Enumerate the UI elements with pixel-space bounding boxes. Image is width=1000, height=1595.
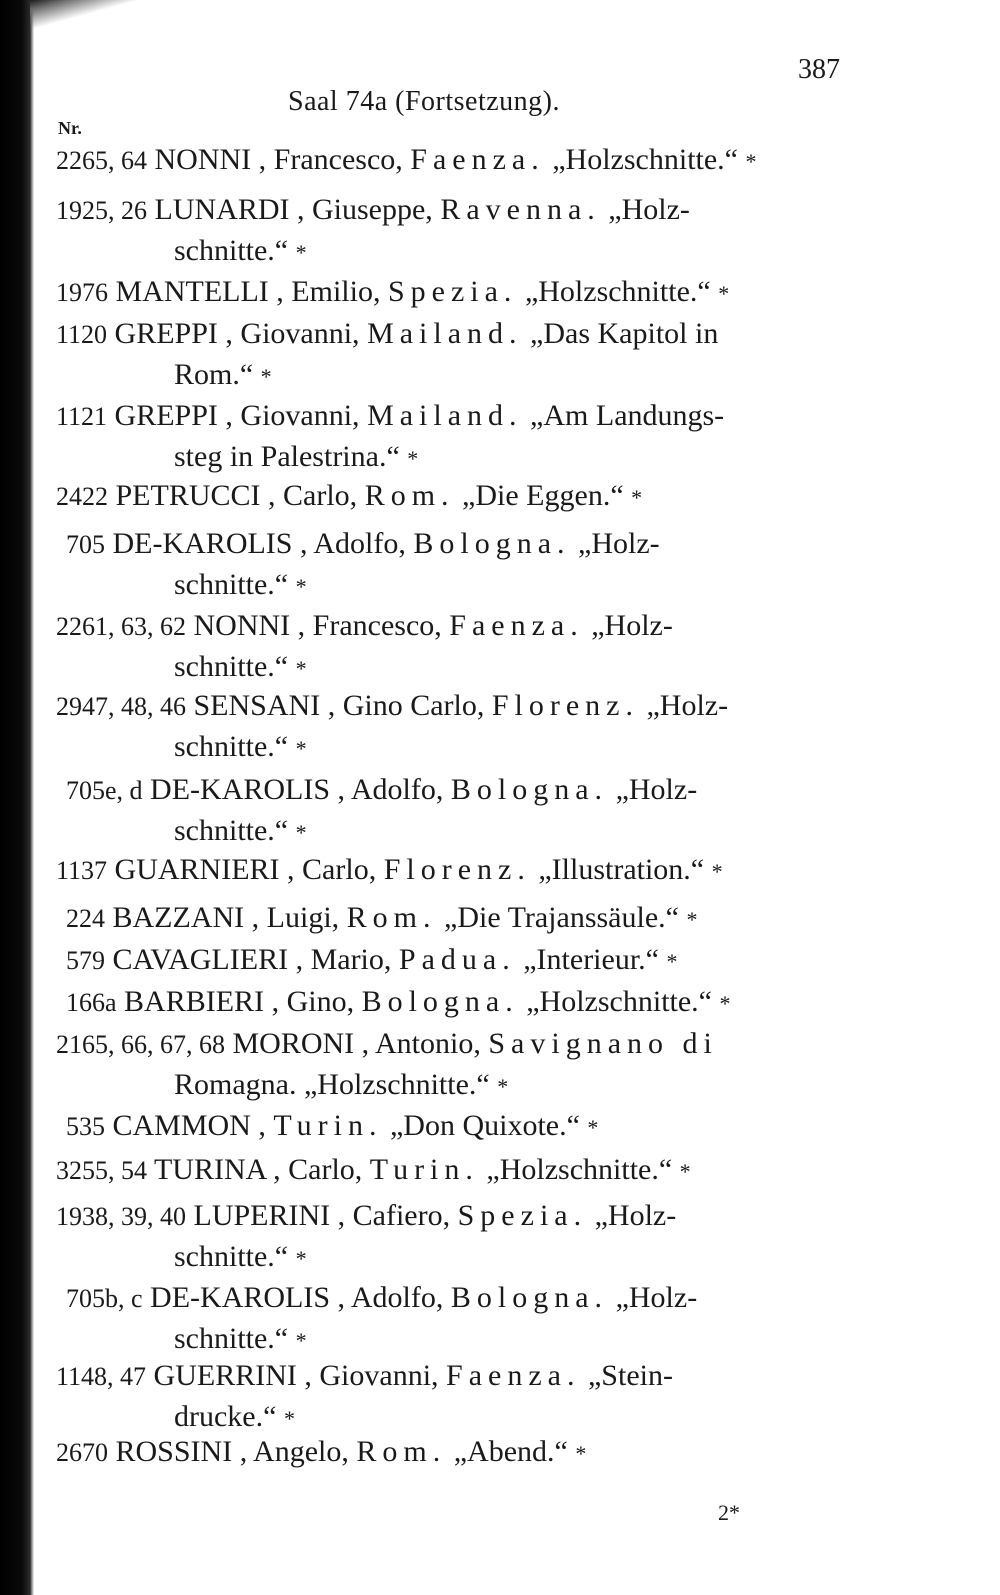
artist-city: Spezia. bbox=[387, 275, 518, 308]
work-title: „Holz- bbox=[578, 527, 660, 560]
work-title: „Holz- bbox=[615, 773, 698, 806]
artist-surname: MANTELLI bbox=[115, 275, 269, 308]
artist-surname: MORONI bbox=[232, 1027, 355, 1060]
work-title: „Holz- bbox=[646, 689, 729, 722]
entry-continuation bbox=[0, 355, 1000, 397]
entry-number: 2261, 63, 62 bbox=[56, 612, 186, 641]
artist-surname: GUERRINI bbox=[153, 1359, 297, 1392]
asterisk-mark: * bbox=[295, 1246, 307, 1271]
running-head: Saal 74a (Fortsetzung). bbox=[288, 86, 560, 117]
artist-first-name: , Mario, bbox=[295, 943, 392, 976]
entry-number: 2165, 66, 67, 68 bbox=[56, 1030, 225, 1059]
catalog-entry bbox=[0, 1278, 1000, 1361]
artist-city: Bologna. bbox=[361, 985, 519, 1018]
entry-continuation bbox=[0, 565, 1000, 607]
entry-number: 166a bbox=[66, 988, 117, 1017]
entry-number: 1148, 47 bbox=[56, 1362, 147, 1391]
catalog-entry bbox=[0, 770, 1000, 853]
artist-first-name: , Carlo, bbox=[273, 1153, 363, 1186]
artist-surname: PETRUCCI bbox=[115, 479, 261, 512]
asterisk-mark: * bbox=[745, 149, 757, 174]
artist-surname: SENSANI bbox=[193, 689, 321, 722]
artist-first-name: , Emilio, bbox=[276, 275, 381, 308]
artist-first-name: , Adolfo, bbox=[337, 773, 444, 806]
entry-number: 535 bbox=[66, 1112, 105, 1141]
entry-number: 1121 bbox=[56, 402, 108, 431]
entry-number: 579 bbox=[66, 946, 105, 975]
asterisk-mark: * bbox=[718, 281, 730, 306]
entry-first-line bbox=[0, 940, 1000, 982]
continuation-text: Romagna. „Holzschnitte.“ bbox=[174, 1068, 490, 1101]
entry-number: 705 bbox=[66, 530, 105, 559]
asterisk-mark: * bbox=[631, 485, 643, 510]
catalog-entry bbox=[0, 1150, 1000, 1192]
asterisk-mark: * bbox=[587, 1115, 599, 1140]
work-title: „Don Quixote.“ bbox=[389, 1109, 580, 1142]
asterisk-mark: * bbox=[295, 1328, 307, 1353]
catalog-entry bbox=[0, 190, 1000, 273]
artist-first-name: , Antonio, bbox=[361, 1027, 481, 1060]
asterisk-mark: * bbox=[679, 1159, 691, 1184]
page-number: 387 bbox=[798, 54, 840, 85]
artist-first-name: , Giuseppe, bbox=[297, 193, 433, 226]
artist-surname: BARBIERI bbox=[124, 985, 265, 1018]
entry-continuation bbox=[0, 811, 1000, 853]
continuation-text: schnitte.“ bbox=[174, 1240, 289, 1273]
continuation-text: schnitte.“ bbox=[174, 1322, 289, 1355]
catalog-entry bbox=[0, 686, 1000, 769]
catalog-entry bbox=[0, 1024, 1000, 1107]
artist-city: Bologna. bbox=[450, 773, 609, 806]
entry-continuation bbox=[0, 1237, 1000, 1279]
entry-number: 1120 bbox=[56, 320, 108, 349]
asterisk-mark: * bbox=[295, 656, 307, 681]
asterisk-mark: * bbox=[260, 364, 272, 389]
work-title: „Holzschnitte.“ bbox=[552, 143, 738, 176]
artist-first-name: , Carlo, bbox=[287, 853, 377, 886]
entry-first-line bbox=[0, 1432, 1000, 1474]
entry-continuation bbox=[0, 1319, 1000, 1361]
asterisk-mark: * bbox=[283, 1406, 295, 1431]
entry-number: 2947, 48, 46 bbox=[56, 692, 186, 721]
continuation-text: schnitte.“ bbox=[174, 568, 289, 601]
artist-city: Faenza. bbox=[446, 1359, 581, 1392]
artist-city: Spezia. bbox=[457, 1199, 588, 1232]
artist-city: Mailand. bbox=[367, 399, 523, 432]
entry-number: 705e, d bbox=[66, 776, 143, 805]
work-title: „Holzschnitte.“ bbox=[524, 275, 711, 308]
artist-first-name: , Carlo, bbox=[268, 479, 358, 512]
artist-city: Rom. bbox=[346, 901, 437, 934]
catalog-entry bbox=[0, 898, 1000, 940]
artist-first-name: , Cafiero, bbox=[337, 1199, 451, 1232]
entry-first-line bbox=[0, 898, 1000, 940]
artist-first-name: , Luigi, bbox=[251, 901, 340, 934]
work-title: „Holz- bbox=[615, 1281, 698, 1314]
artist-surname: ROSSINI bbox=[115, 1435, 233, 1468]
artist-first-name: , Gino Carlo, bbox=[327, 689, 485, 722]
entry-first-line bbox=[0, 1106, 1000, 1148]
entry-first-line bbox=[0, 770, 1000, 811]
entry-first-line bbox=[0, 606, 1000, 647]
artist-surname: DE-KAROLIS bbox=[150, 773, 331, 806]
entry-number: 224 bbox=[66, 904, 105, 933]
catalog-entry bbox=[0, 476, 1000, 518]
artist-first-name: , Francesco, bbox=[258, 143, 403, 176]
work-title: „Holz- bbox=[608, 193, 690, 226]
artist-surname: GUARNIERI bbox=[114, 853, 280, 886]
artist-first-name: , Giovanni, bbox=[304, 1359, 439, 1392]
entry-number: 1925, 26 bbox=[56, 196, 147, 225]
entry-first-line bbox=[0, 272, 1000, 314]
asterisk-mark: * bbox=[295, 574, 307, 599]
entry-number: 1137 bbox=[56, 856, 108, 885]
artist-city: Mailand. bbox=[367, 317, 523, 350]
artist-surname: LUNARDI bbox=[154, 193, 290, 226]
artist-city: Florenz. bbox=[491, 689, 639, 722]
entry-number: 705b, c bbox=[66, 1284, 143, 1313]
artist-city: Florenz. bbox=[383, 853, 531, 886]
catalog-entry bbox=[0, 140, 1000, 182]
catalog-entry bbox=[0, 982, 1000, 1024]
entry-first-line bbox=[0, 982, 1000, 1024]
work-title: „Abend.“ bbox=[453, 1435, 568, 1468]
artist-first-name: , Adolfo, bbox=[337, 1281, 444, 1314]
asterisk-mark: * bbox=[497, 1074, 509, 1099]
artist-surname: DE-KAROLIS bbox=[112, 527, 293, 560]
artist-city: Faenza. bbox=[410, 143, 545, 176]
continuation-text: schnitte.“ bbox=[174, 234, 289, 267]
catalog-entry bbox=[0, 606, 1000, 689]
catalog-entry bbox=[0, 1196, 1000, 1279]
continuation-text: drucke.“ bbox=[174, 1400, 277, 1433]
entry-continuation bbox=[0, 647, 1000, 689]
entry-first-line bbox=[0, 1196, 1000, 1237]
artist-first-name: , Gino, bbox=[271, 985, 355, 1018]
work-title: „Holzschnitte.“ bbox=[526, 985, 712, 1018]
artist-first-name: , Angelo, bbox=[239, 1435, 349, 1468]
entry-number: 2265, 64 bbox=[56, 146, 147, 175]
artist-surname: GREPPI bbox=[114, 317, 218, 350]
artist-surname: DE-KAROLIS bbox=[150, 1281, 331, 1314]
entry-number: 1976 bbox=[56, 278, 108, 307]
asterisk-mark: * bbox=[686, 907, 698, 932]
asterisk-mark: * bbox=[407, 446, 419, 471]
asterisk-mark: * bbox=[295, 736, 307, 761]
asterisk-mark: * bbox=[666, 949, 678, 974]
catalog-entry bbox=[0, 272, 1000, 314]
artist-city: Rom. bbox=[356, 1435, 447, 1468]
artist-city: Faenza. bbox=[449, 609, 584, 642]
artist-surname: BAZZANI bbox=[112, 901, 245, 934]
asterisk-mark: * bbox=[295, 820, 307, 845]
continuation-text: schnitte.“ bbox=[174, 730, 289, 763]
artist-surname: CAMMON bbox=[112, 1109, 251, 1142]
entry-continuation bbox=[0, 1065, 1000, 1107]
work-title: „Stein- bbox=[587, 1359, 673, 1392]
entry-first-line bbox=[0, 396, 1000, 437]
work-title: „Holzschnitte.“ bbox=[486, 1153, 673, 1186]
artist-first-name: , Giovanni, bbox=[225, 399, 360, 432]
asterisk-mark: * bbox=[719, 991, 731, 1016]
entry-first-line bbox=[0, 1356, 1000, 1397]
work-title: „Interieur.“ bbox=[523, 943, 659, 976]
artist-city: Padua. bbox=[398, 943, 516, 976]
catalog-entry bbox=[0, 1356, 1000, 1439]
entry-continuation bbox=[0, 437, 1000, 479]
entry-first-line bbox=[0, 140, 1000, 182]
work-title: „Am Landungs- bbox=[530, 399, 725, 432]
catalog-entry bbox=[0, 524, 1000, 607]
artist-city: Bologna. bbox=[413, 527, 571, 560]
entry-number: 1938, 39, 40 bbox=[56, 1202, 186, 1231]
signature-mark: 2* bbox=[718, 1500, 740, 1525]
entry-number: 2670 bbox=[56, 1438, 108, 1467]
catalog-entry bbox=[0, 314, 1000, 397]
artist-surname: CAVAGLIERI bbox=[112, 943, 289, 976]
artist-city: Turin. bbox=[273, 1109, 383, 1142]
column-label-nr: Nr. bbox=[58, 118, 82, 138]
entry-first-line bbox=[0, 524, 1000, 565]
entry-number: 3255, 54 bbox=[56, 1156, 147, 1185]
entry-first-line bbox=[0, 314, 1000, 355]
artist-surname: LUPERINI bbox=[193, 1199, 331, 1232]
work-title: „Illustration.“ bbox=[538, 853, 705, 886]
entry-first-line bbox=[0, 1278, 1000, 1319]
entry-continuation bbox=[0, 727, 1000, 769]
catalog-entry bbox=[0, 850, 1000, 892]
work-title: „Holz- bbox=[591, 609, 673, 642]
artist-first-name: , Giovanni, bbox=[225, 317, 360, 350]
entry-first-line bbox=[0, 1150, 1000, 1192]
artist-surname: TURINA bbox=[153, 1153, 266, 1186]
artist-city: Rom. bbox=[364, 479, 455, 512]
artist-city: Ravenna. bbox=[440, 193, 601, 226]
artist-surname: NONNI bbox=[154, 143, 252, 176]
entry-number: 2422 bbox=[56, 482, 108, 511]
asterisk-mark: * bbox=[711, 859, 723, 884]
catalog-entry bbox=[0, 940, 1000, 982]
entry-continuation bbox=[0, 231, 1000, 273]
continuation-text: Rom.“ bbox=[174, 358, 254, 391]
work-title: „Holz- bbox=[594, 1199, 677, 1232]
entry-first-line bbox=[0, 686, 1000, 727]
entry-first-line bbox=[0, 850, 1000, 892]
continuation-text: schnitte.“ bbox=[174, 650, 289, 683]
catalog-entry bbox=[0, 396, 1000, 479]
catalog-entry bbox=[0, 1432, 1000, 1474]
work-title: „Die Trajanssäule.“ bbox=[444, 901, 679, 934]
catalog-entry bbox=[0, 1106, 1000, 1148]
artist-city: Turin. bbox=[369, 1153, 479, 1186]
work-title: „Das Kapitol in bbox=[530, 317, 719, 350]
artist-city: Bologna. bbox=[450, 1281, 609, 1314]
continuation-text: steg in Palestrina.“ bbox=[174, 440, 400, 473]
asterisk-mark: * bbox=[575, 1441, 587, 1466]
work-title: „Die Eggen.“ bbox=[462, 479, 624, 512]
artist-first-name: , Adolfo, bbox=[300, 527, 406, 560]
asterisk-mark: * bbox=[295, 240, 307, 265]
artist-surname: NONNI bbox=[193, 609, 291, 642]
artist-surname: GREPPI bbox=[114, 399, 218, 432]
continuation-text: schnitte.“ bbox=[174, 814, 289, 847]
entry-first-line bbox=[0, 190, 1000, 231]
artist-first-name: , bbox=[258, 1109, 266, 1142]
entry-first-line bbox=[0, 1024, 1000, 1065]
artist-first-name: , Francesco, bbox=[297, 609, 442, 642]
page-corner-shadow bbox=[30, 0, 250, 60]
entry-first-line bbox=[0, 476, 1000, 518]
artist-city: Savignano di bbox=[488, 1027, 718, 1060]
